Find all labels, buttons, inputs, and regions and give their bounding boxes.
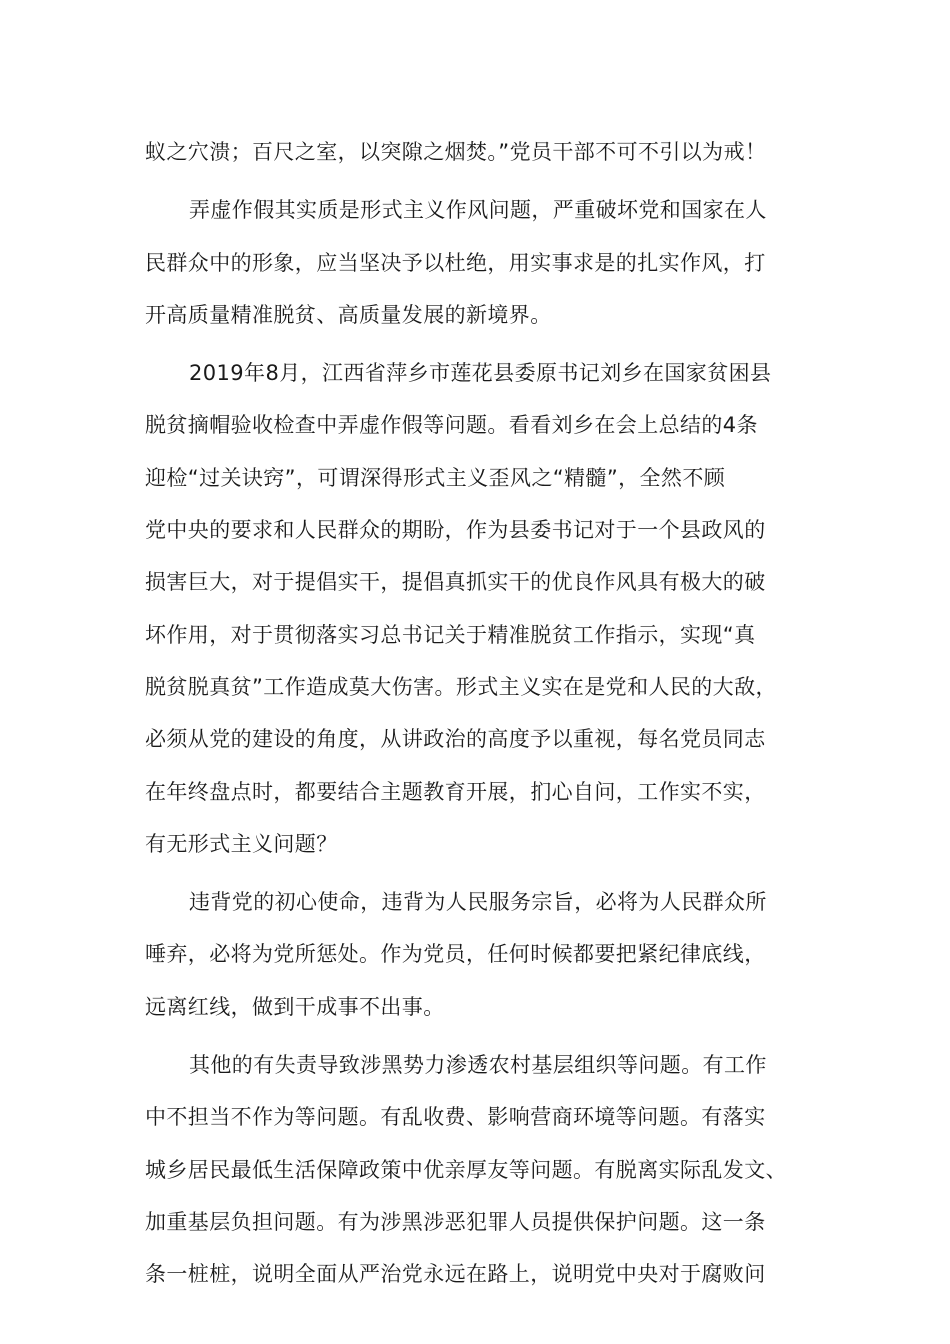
text-line: 加重基层负担问题。有为涉黑涉恶犯罪人员提供保护问题。这一条 (145, 1209, 766, 1234)
paragraph-3 (145, 347, 825, 870)
text-line: 2019年8月，江西省萍乡市莲花县委原书记刘乡在国家贫困县 (189, 361, 772, 386)
text-line: 党中央的要求和人民群众的期盼，作为县委书记对于一个县政风的 (145, 518, 766, 543)
paragraph-5 (145, 1039, 825, 1300)
text-line: 损害巨大，对于提倡实干，提倡真抓实干的优良作风具有极大的破 (145, 570, 766, 595)
text-line: 远离红线，做到干成事不出事。 (145, 994, 445, 1019)
text-line: 民群众中的形象，应当坚决予以杜绝，用实事求是的扎实作风，打 (145, 250, 766, 275)
text-line: 在年终盘点时，都要结合主题教育开展，扪心自问，工作实不实， (145, 779, 766, 804)
text-line: 迎检“过关诀窍”，可谓深得形式主义歪风之“精髓”，全然不顾 (145, 465, 726, 490)
text-line: 条一桩桩，说明全面从严治党永远在路上，说明党中央对于腐败问 (145, 1262, 766, 1287)
text-line: 城乡居民最低生活保障政策中优亲厚友等问题。有脱离实际乱发文、 (145, 1157, 787, 1182)
text-line: 脱贫摘帽验收检查中弄虚作假等问题。看看刘乡在会上总结的4条 (145, 413, 758, 438)
text-line: 蚁之穴溃；百尺之室，以突隙之烟焚。”党员干部不可不引以为戒！ (145, 140, 767, 164)
paragraph-2 (145, 184, 825, 341)
document-body (145, 126, 825, 1301)
text-line: 开高质量精准脱贫、高质量发展的新境界。 (145, 302, 552, 327)
paragraph-1 (145, 126, 825, 178)
paragraph-4 (145, 876, 825, 1033)
text-line: 中不担当不作为等问题。有乱收费、影响营商环境等问题。有落实 (145, 1105, 766, 1130)
text-line: 坏作用，对于贯彻落实习总书记关于精准脱贫工作指示，实现“真 (145, 622, 756, 647)
text-line: 有无形式主义问题？ (145, 831, 338, 856)
text-line: 弄虚作假其实质是形式主义作风问题，严重破坏党和国家在人 (189, 198, 767, 223)
text-line: 必须从党的建设的角度，从讲政治的高度予以重视，每名党员同志 (145, 727, 766, 752)
text-line: 违背党的初心使命，违背为人民服务宗旨，必将为人民群众所 (189, 890, 767, 915)
text-line: 唾弃，必将为党所惩处。作为党员，任何时候都要把紧纪律底线， (145, 942, 766, 967)
text-line: 其他的有失责导致涉黑势力渗透农村基层组织等问题。有工作 (189, 1053, 767, 1078)
text-line: 脱贫脱真贫”工作造成莫大伤害。形式主义实在是党和人民的大敌， (145, 674, 777, 699)
